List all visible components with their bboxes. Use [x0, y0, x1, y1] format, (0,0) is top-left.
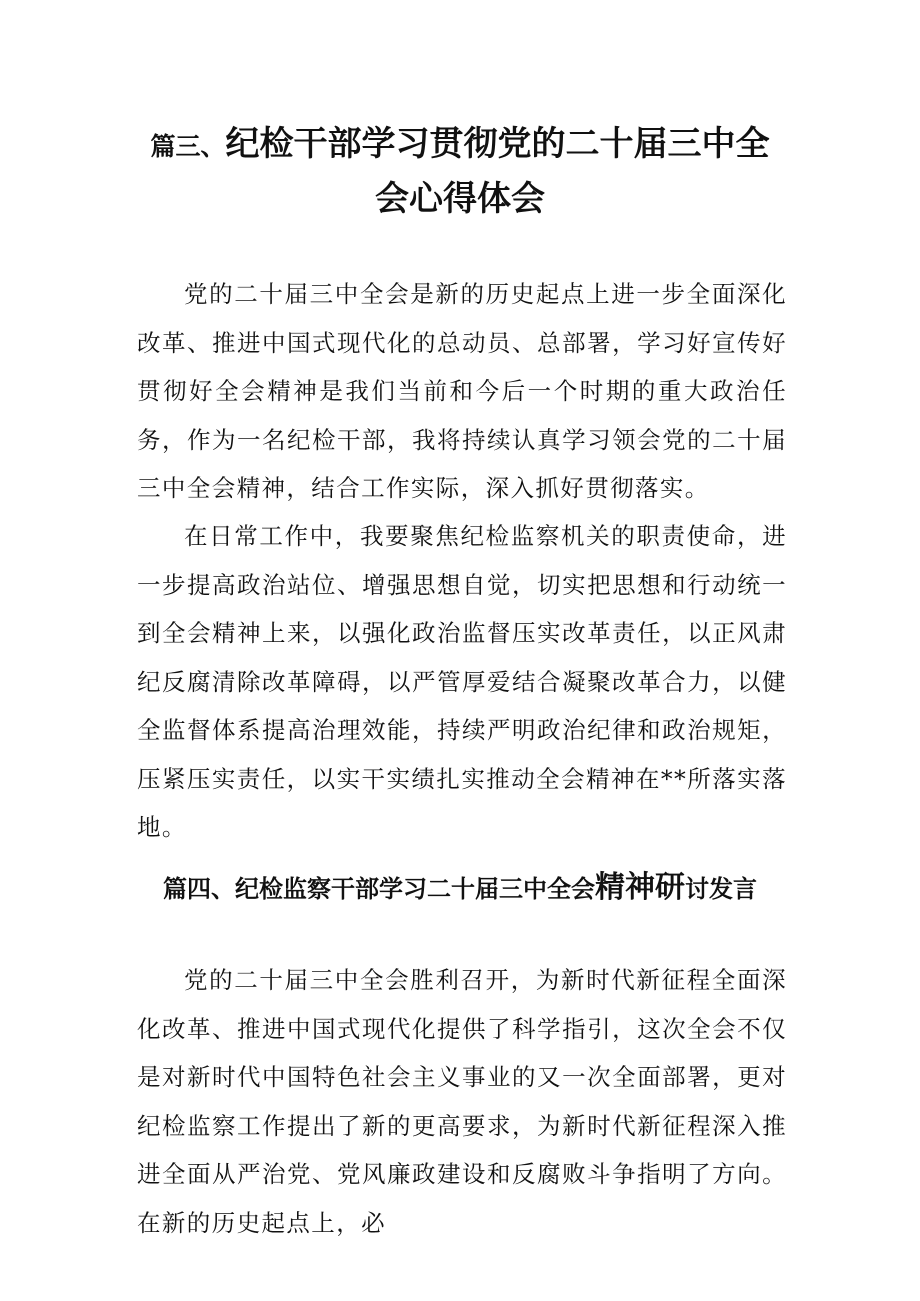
- section3-paragraph-2: 在日常工作中，我要聚焦纪检监察机关的职责使命，进一步提高政治站位、增强思想自觉，切实把思想和行动统一到全会精神上来，以强化政治监督压实改革责任，以正风肃纪反腐清除改革障碍，以严管厚爱结合凝聚改革合力，以健全监督体系提高治理效能，持续严明政治纪律和政治规矩，压紧压实责任，以实干实绩扎实推动全会精神在**所落实落地。: [137, 522, 787, 841]
- section4-title-part2: 精神研: [595, 870, 685, 905]
- section4-title-part1: 篇四、纪检监察干部学习二十届三中全会: [163, 875, 595, 903]
- section4-paragraph-1: 党的二十届三中全会胜利召开，为新时代新征程全面深化改革、推进中国式现代化提供了科学指引，这次全会不仅是对新时代中国特色社会主义事业的又一次全面部署，更对纪检监察工作提出了新的更高要求，为新时代新征程深入推进全面从严治党、党风廉政建设和反腐败斗争指明了方向。在新的历史起点上，必: [137, 966, 787, 1237]
- section4-title: [120, 870, 800, 907]
- section3-paragraph-1: 党的二十届三中全会是新的历史起点上进一步全面深化改革、推进中国式现代化的总动员、总部署，学习好宣传好贯彻好全会精神是我们当前和今后一个时期的重大政治任务，作为一名纪检干部，我将持续认真学习领会党的二十届三中全会精神，结合工作实际，深入抓好贯彻落实。: [137, 280, 787, 502]
- section3-title: [120, 118, 800, 225]
- section3-title-line2: 会心得体会: [375, 179, 545, 219]
- section4-title-part3: 讨发言: [685, 875, 757, 903]
- section3-title-prefix: 篇三、: [150, 132, 226, 161]
- section3-title-line1: 纪检干部学习贯彻党的二十届三中全: [225, 124, 770, 164]
